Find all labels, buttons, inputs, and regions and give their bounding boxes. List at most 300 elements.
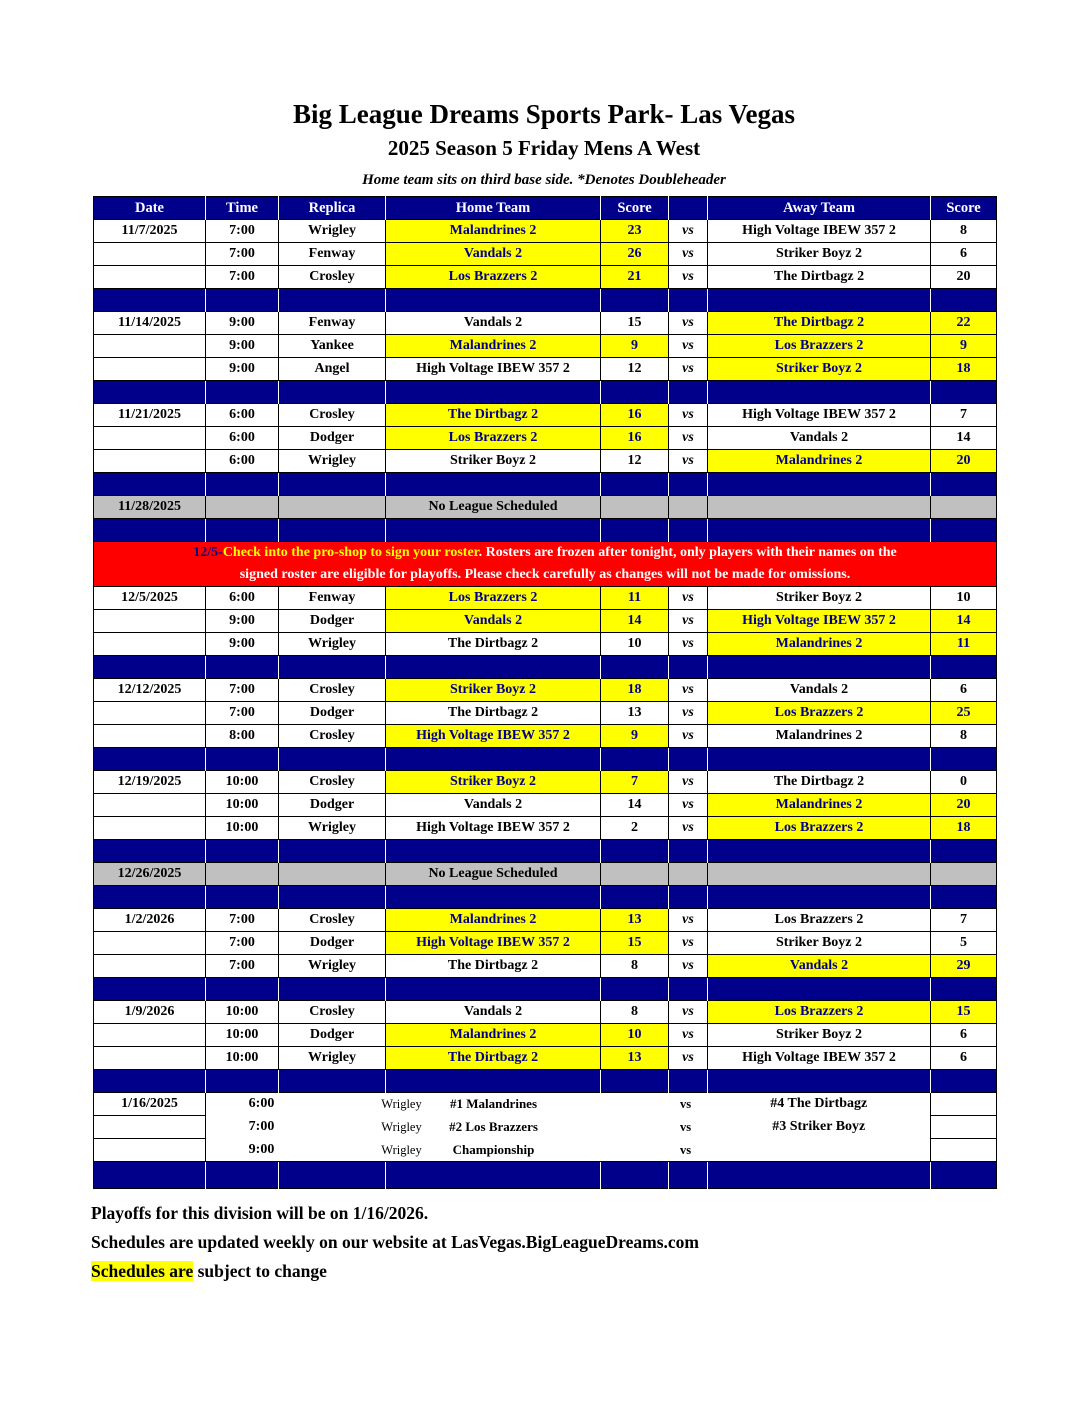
vs-label: vs <box>679 1142 692 1157</box>
vs-cell: vs <box>669 725 708 748</box>
spacer-cell <box>601 1070 669 1093</box>
home-score-cell: 13 <box>601 1047 669 1070</box>
home-team-cell: Vandals 2 <box>386 312 601 335</box>
away-score-cell: 0 <box>931 771 997 794</box>
spacer-cell <box>601 886 669 909</box>
home-team-label: #2 Los Brazzers <box>449 1118 538 1134</box>
time-cell: 9:00 <box>206 312 279 335</box>
spacer-cell <box>931 1070 997 1093</box>
home-team-cell: The Dirtbagz 2 <box>386 404 601 427</box>
spacer-row <box>94 886 997 909</box>
home-score-cell: 26 <box>601 243 669 266</box>
spacer-cell <box>708 289 931 312</box>
home-score-cell: 8 <box>601 955 669 978</box>
spacer-cell <box>931 289 997 312</box>
time-cell: 6:00 <box>206 404 279 427</box>
away-team-cell: High Voltage IBEW 357 2 <box>708 1047 931 1070</box>
spacer-cell <box>601 978 669 1001</box>
game-row <box>94 794 997 817</box>
game-row <box>94 312 997 335</box>
spacer-row <box>94 840 997 863</box>
spacer-row <box>94 289 997 312</box>
subject-to-change-note <box>91 1257 1088 1286</box>
game-row <box>94 610 997 633</box>
spacer-cell <box>669 473 708 496</box>
playoff-middle-cell <box>206 1139 708 1162</box>
home-score-cell: 15 <box>601 932 669 955</box>
time-cell <box>206 863 279 886</box>
time-cell: 10:00 <box>206 1047 279 1070</box>
away-team-cell: Los Brazzers 2 <box>708 909 931 932</box>
replica-cell: Crosley <box>279 725 386 748</box>
spacer-cell <box>708 1162 931 1189</box>
replica-label: Wrigley <box>381 1142 422 1157</box>
playoff-row <box>94 1116 997 1139</box>
time-cell <box>206 496 279 519</box>
date-cell: 11/21/2025 <box>94 404 206 427</box>
home-team-cell: Vandals 2 <box>386 610 601 633</box>
time-label: 7:00 <box>248 1118 275 1134</box>
spacer-cell <box>386 473 601 496</box>
spacer-cell <box>206 381 279 404</box>
vs-cell: vs <box>669 955 708 978</box>
replica-cell: Dodger <box>279 932 386 955</box>
spacer-cell <box>708 519 931 542</box>
vs-cell: vs <box>669 427 708 450</box>
spacer-cell <box>94 656 206 679</box>
document-header <box>0 0 1088 189</box>
away-score-cell: 8 <box>931 220 997 243</box>
spacer-cell <box>931 978 997 1001</box>
spacer-cell <box>206 656 279 679</box>
no-league-label-cell: No League Scheduled <box>386 863 601 886</box>
home-score-cell: 11 <box>601 587 669 610</box>
home-score-cell: 13 <box>601 909 669 932</box>
time-cell: 7:00 <box>206 220 279 243</box>
away-team-cell: Malandrines 2 <box>708 633 931 656</box>
replica-cell: Wrigley <box>279 450 386 473</box>
spacer-row <box>94 748 997 771</box>
spacer-row <box>94 519 997 542</box>
date-cell: 11/14/2025 <box>94 312 206 335</box>
column-header-vs <box>669 197 708 220</box>
vs-label: vs <box>679 1097 692 1111</box>
game-row <box>94 450 997 473</box>
time-cell: 9:00 <box>206 335 279 358</box>
vs-cell <box>669 863 708 886</box>
home-team-cell: Malandrines 2 <box>386 220 601 243</box>
spacer-cell <box>94 1070 206 1093</box>
spacer-cell <box>206 289 279 312</box>
time-label: 9:00 <box>248 1141 275 1157</box>
away-team-cell: High Voltage IBEW 357 2 <box>708 610 931 633</box>
vs-cell: vs <box>669 220 708 243</box>
spacer-cell <box>386 1162 601 1189</box>
spacer-cell <box>931 656 997 679</box>
vs-cell: vs <box>669 312 708 335</box>
spacer-cell <box>931 840 997 863</box>
date-cell <box>94 725 206 748</box>
home-team-cell: Malandrines 2 <box>386 909 601 932</box>
spacer-cell <box>669 748 708 771</box>
game-row <box>94 771 997 794</box>
playoff-row <box>94 1093 997 1116</box>
column-header-score: Score <box>601 197 669 220</box>
spacer-cell <box>386 1070 601 1093</box>
spacer-row <box>94 656 997 679</box>
away-team-cell: High Voltage IBEW 357 2 <box>708 404 931 427</box>
home-team-cell: Los Brazzers 2 <box>386 587 601 610</box>
home-score-cell: 16 <box>601 404 669 427</box>
time-cell: 9:00 <box>206 358 279 381</box>
document-footer <box>91 1199 1088 1286</box>
vs-cell: vs <box>669 1024 708 1047</box>
date-cell <box>94 243 206 266</box>
time-cell: 7:00 <box>206 932 279 955</box>
spacer-cell <box>708 748 931 771</box>
home-team-cell: Malandrines 2 <box>386 335 601 358</box>
replica-cell: Dodger <box>279 702 386 725</box>
away-score-cell: 20 <box>931 794 997 817</box>
spacer-cell <box>669 656 708 679</box>
home-team-cell: The Dirtbagz 2 <box>386 955 601 978</box>
game-row <box>94 1024 997 1047</box>
time-cell: 10:00 <box>206 817 279 840</box>
date-cell <box>94 1024 206 1047</box>
date-cell <box>94 955 206 978</box>
column-header-replica: Replica <box>279 197 386 220</box>
away-team-cell: Vandals 2 <box>708 955 931 978</box>
home-team-cell: The Dirtbagz 2 <box>386 633 601 656</box>
date-cell: 1/2/2026 <box>94 909 206 932</box>
home-score-cell: 7 <box>601 771 669 794</box>
away-score-cell: 8 <box>931 725 997 748</box>
away-team-cell: Vandals 2 <box>708 679 931 702</box>
away-score-cell <box>931 1093 997 1116</box>
date-cell <box>94 427 206 450</box>
replica-cell: Yankee <box>279 335 386 358</box>
home-team-label: Championship <box>452 1141 535 1157</box>
vs-cell: vs <box>669 679 708 702</box>
replica-cell: Wrigley <box>279 1047 386 1070</box>
home-team-cell: Malandrines 2 <box>386 1024 601 1047</box>
spacer-cell <box>708 381 931 404</box>
away-team-cell: Malandrines 2 <box>708 450 931 473</box>
spacer-cell <box>94 519 206 542</box>
spacer-cell <box>601 289 669 312</box>
home-score-cell: 12 <box>601 358 669 381</box>
spacer-cell <box>206 1070 279 1093</box>
spacer-cell <box>386 519 601 542</box>
vs-cell: vs <box>669 909 708 932</box>
home-score-cell: 14 <box>601 794 669 817</box>
roster-banner-cell <box>94 542 997 587</box>
away-team-cell: High Voltage IBEW 357 2 <box>708 220 931 243</box>
away-score-cell: 15 <box>931 1001 997 1024</box>
replica-cell: Dodger <box>279 794 386 817</box>
away-score-cell <box>931 1116 997 1139</box>
spacer-cell <box>94 748 206 771</box>
date-cell: 1/16/2025 <box>94 1093 206 1116</box>
replica-cell: Crosley <box>279 266 386 289</box>
spacer-cell <box>279 381 386 404</box>
away-team-cell: Malandrines 2 <box>708 794 931 817</box>
replica-label: Wrigley <box>381 1097 422 1111</box>
date-cell <box>94 610 206 633</box>
column-header-time: Time <box>206 197 279 220</box>
home-team-cell: The Dirtbagz 2 <box>386 1047 601 1070</box>
replica-cell <box>279 863 386 886</box>
home-score-cell: 2 <box>601 817 669 840</box>
spacer-cell <box>669 519 708 542</box>
away-team-cell: #4 The Dirtbagz <box>708 1093 931 1116</box>
home-team-cell: The Dirtbagz 2 <box>386 702 601 725</box>
spacer-cell <box>708 978 931 1001</box>
spacer-cell <box>669 289 708 312</box>
date-cell: 1/9/2026 <box>94 1001 206 1024</box>
home-team-cell: Los Brazzers 2 <box>386 266 601 289</box>
spacer-cell <box>279 1070 386 1093</box>
home-team-cell: Los Brazzers 2 <box>386 427 601 450</box>
replica-cell: Crosley <box>279 909 386 932</box>
game-row <box>94 243 997 266</box>
game-row <box>94 427 997 450</box>
away-team-cell: Los Brazzers 2 <box>708 702 931 725</box>
game-row <box>94 220 997 243</box>
away-score-cell: 18 <box>931 817 997 840</box>
banner-second-line: signed roster are eligible for playoffs. Please check carefully as changes will not be made for omissions. <box>239 567 851 582</box>
game-row <box>94 932 997 955</box>
home-team-cell: Striker Boyz 2 <box>386 771 601 794</box>
away-score-cell: 11 <box>931 633 997 656</box>
spacer-cell <box>279 978 386 1001</box>
spacer-cell <box>386 748 601 771</box>
spacer-row <box>94 1162 997 1189</box>
away-team-cell: Striker Boyz 2 <box>708 587 931 610</box>
time-cell: 7:00 <box>206 955 279 978</box>
date-cell <box>94 1116 206 1139</box>
replica-cell: Crosley <box>279 679 386 702</box>
spacer-cell <box>206 1162 279 1189</box>
spacer-cell <box>708 840 931 863</box>
away-team-cell: The Dirtbagz 2 <box>708 771 931 794</box>
vs-cell: vs <box>669 1047 708 1070</box>
time-label: 6:00 <box>248 1096 275 1111</box>
away-team-cell: Striker Boyz 2 <box>708 358 931 381</box>
replica-cell: Wrigley <box>279 817 386 840</box>
time-cell: 6:00 <box>206 427 279 450</box>
no-league-row <box>94 496 997 519</box>
time-cell: 7:00 <box>206 266 279 289</box>
spacer-cell <box>279 748 386 771</box>
spacer-cell <box>94 886 206 909</box>
away-score-cell: 14 <box>931 427 997 450</box>
away-team-cell: Los Brazzers 2 <box>708 817 931 840</box>
away-score-cell: 10 <box>931 587 997 610</box>
time-cell: 7:00 <box>206 909 279 932</box>
replica-cell: Wrigley <box>279 633 386 656</box>
away-team-cell: Striker Boyz 2 <box>708 243 931 266</box>
highlighted-text: Schedules are <box>91 1261 194 1281</box>
spacer-cell <box>206 840 279 863</box>
spacer-cell <box>708 473 931 496</box>
away-score-cell: 29 <box>931 955 997 978</box>
date-cell: 12/26/2025 <box>94 863 206 886</box>
date-cell <box>94 450 206 473</box>
home-score-cell <box>601 496 669 519</box>
game-row <box>94 955 997 978</box>
time-cell: 6:00 <box>206 587 279 610</box>
time-cell: 7:00 <box>206 243 279 266</box>
spacer-cell <box>279 656 386 679</box>
spacer-cell <box>279 473 386 496</box>
away-score-cell: 22 <box>931 312 997 335</box>
spacer-cell <box>708 656 931 679</box>
away-score-cell <box>931 1139 997 1162</box>
home-score-cell: 16 <box>601 427 669 450</box>
home-team-cell: High Voltage IBEW 357 2 <box>386 358 601 381</box>
away-team-cell: Striker Boyz 2 <box>708 932 931 955</box>
no-league-row <box>94 863 997 886</box>
home-team-cell: Vandals 2 <box>386 794 601 817</box>
subject-to-change-rest: subject to change <box>193 1261 327 1281</box>
home-score-cell: 14 <box>601 610 669 633</box>
date-cell <box>94 633 206 656</box>
away-team-cell <box>708 1139 931 1162</box>
vs-cell <box>669 496 708 519</box>
spacer-cell <box>931 519 997 542</box>
season-subtitle: 2025 Season 5 Friday Mens A West <box>387 136 701 160</box>
date-cell <box>94 358 206 381</box>
time-cell: 10:00 <box>206 794 279 817</box>
home-team-cell: Vandals 2 <box>386 1001 601 1024</box>
date-cell <box>94 932 206 955</box>
away-score-cell: 6 <box>931 1024 997 1047</box>
column-header-home-team: Home Team <box>386 197 601 220</box>
spacer-cell <box>669 381 708 404</box>
spacer-cell <box>206 519 279 542</box>
schedule-table <box>93 196 997 1189</box>
spacer-cell <box>386 289 601 312</box>
home-score-cell: 23 <box>601 220 669 243</box>
away-score-cell: 20 <box>931 450 997 473</box>
away-team-cell: Los Brazzers 2 <box>708 335 931 358</box>
spacer-cell <box>279 886 386 909</box>
date-cell: 12/5/2025 <box>94 587 206 610</box>
spacer-cell <box>601 656 669 679</box>
away-score-cell: 18 <box>931 358 997 381</box>
game-row <box>94 725 997 748</box>
spacer-cell <box>206 473 279 496</box>
spacer-cell <box>669 840 708 863</box>
spacer-cell <box>601 1162 669 1189</box>
replica-cell: Dodger <box>279 427 386 450</box>
spacer-cell <box>206 978 279 1001</box>
page-title: Big League Dreams Sports Park- Las Vegas <box>292 99 796 129</box>
away-team-cell: Vandals 2 <box>708 427 931 450</box>
playoff-middle-cell <box>206 1116 708 1139</box>
home-team-cell: Vandals 2 <box>386 243 601 266</box>
replica-cell: Crosley <box>279 1001 386 1024</box>
spacer-cell <box>386 656 601 679</box>
playoff-middle-cell <box>206 1093 708 1116</box>
away-score-cell: 6 <box>931 679 997 702</box>
replica-cell: Dodger <box>279 610 386 633</box>
home-score-cell: 9 <box>601 725 669 748</box>
playoffs-note: Playoffs for this division will be on 1/16/2026. <box>91 1203 429 1223</box>
time-cell: 7:00 <box>206 702 279 725</box>
replica-cell: Fenway <box>279 243 386 266</box>
vs-cell: vs <box>669 335 708 358</box>
spacer-cell <box>669 978 708 1001</box>
vs-cell: vs <box>669 358 708 381</box>
table-header-row <box>94 197 997 220</box>
away-team-cell <box>708 863 931 886</box>
home-score-cell: 9 <box>601 335 669 358</box>
spacer-cell <box>931 1162 997 1189</box>
spacer-cell <box>94 1162 206 1189</box>
away-score-cell: 9 <box>931 335 997 358</box>
home-team-cell: High Voltage IBEW 357 2 <box>386 725 601 748</box>
replica-cell: Crosley <box>279 771 386 794</box>
date-cell: 11/7/2025 <box>94 220 206 243</box>
time-cell: 10:00 <box>206 1024 279 1047</box>
vs-cell: vs <box>669 932 708 955</box>
away-score-cell: 5 <box>931 932 997 955</box>
date-cell <box>94 335 206 358</box>
away-score-cell <box>931 496 997 519</box>
no-league-label-cell: No League Scheduled <box>386 496 601 519</box>
banner-date-prefix: 12/5- <box>193 545 223 560</box>
date-cell: 12/19/2025 <box>94 771 206 794</box>
game-row <box>94 266 997 289</box>
spacer-cell <box>206 886 279 909</box>
home-score-cell: 10 <box>601 1024 669 1047</box>
column-header-date: Date <box>94 197 206 220</box>
away-score-cell: 7 <box>931 404 997 427</box>
vs-cell: vs <box>669 702 708 725</box>
replica-cell <box>279 496 386 519</box>
spacer-cell <box>601 519 669 542</box>
vs-cell: vs <box>669 587 708 610</box>
spacer-cell <box>94 473 206 496</box>
spacer-cell <box>94 289 206 312</box>
spacer-cell <box>669 1162 708 1189</box>
game-row <box>94 587 997 610</box>
spacer-cell <box>386 978 601 1001</box>
replica-label: Wrigley <box>381 1119 422 1134</box>
home-team-cell: High Voltage IBEW 357 2 <box>386 817 601 840</box>
spacer-cell <box>601 473 669 496</box>
banner-rest-text: . Rosters are frozen after tonight, only players with their names on the <box>478 545 897 560</box>
home-team-cell: Striker Boyz 2 <box>386 450 601 473</box>
game-row <box>94 1047 997 1070</box>
vs-cell: vs <box>669 266 708 289</box>
website-note: Schedules are updated weekly on our website at LasVegas.BigLeagueDreams.com <box>91 1232 699 1252</box>
vs-cell: vs <box>669 633 708 656</box>
home-team-cell: Striker Boyz 2 <box>386 679 601 702</box>
date-cell: 11/28/2025 <box>94 496 206 519</box>
spacer-cell <box>669 886 708 909</box>
date-cell <box>94 266 206 289</box>
game-row <box>94 633 997 656</box>
home-score-cell <box>601 863 669 886</box>
time-cell: 6:00 <box>206 450 279 473</box>
game-row <box>94 358 997 381</box>
game-row <box>94 817 997 840</box>
away-score-cell: 6 <box>931 1047 997 1070</box>
replica-cell: Wrigley <box>279 220 386 243</box>
